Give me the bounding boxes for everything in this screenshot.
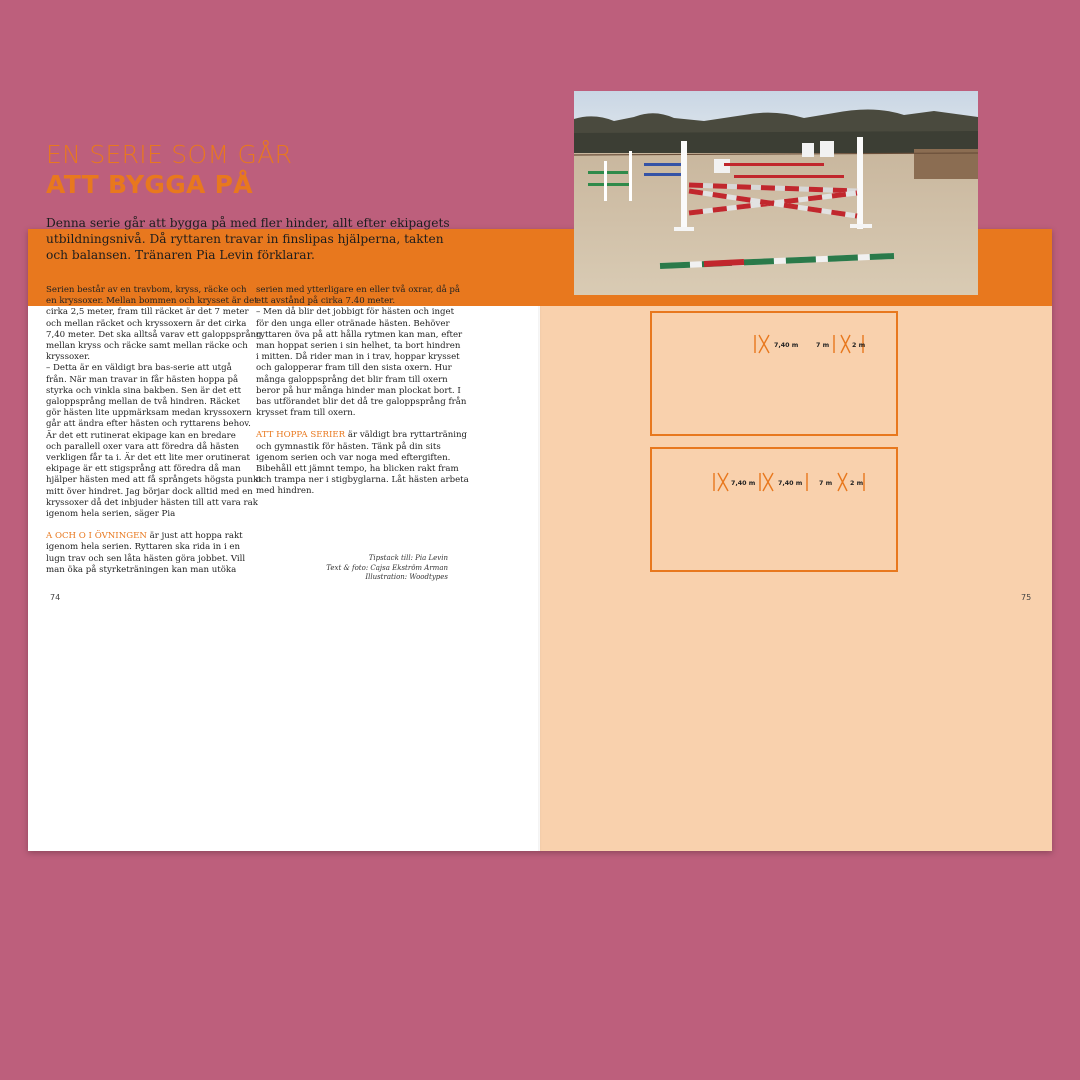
cross-oxer-icon	[838, 473, 847, 491]
text-run: är väldigt bra ryttarträning	[345, 430, 468, 441]
course-diagram-1-drawing	[652, 313, 896, 434]
cross-jump-icon	[763, 473, 773, 491]
text-line: i mitten. Då rider man in i trav, hoppar krysset	[256, 352, 460, 363]
text-line: igenom serien och var noga med eftergiften.	[256, 452, 451, 463]
text-line: igenom hela serien, säger Pia	[46, 509, 176, 520]
page-gutter	[538, 306, 542, 851]
lead-line: och balansen. Tränaren Pia Levin förklarar.	[46, 248, 315, 262]
lead-line: Denna serie går att bygga på med fler hinder, allt efter ekipagets	[46, 216, 450, 230]
run-in-heading: A OCH O I ÖVNINGEN	[46, 531, 147, 542]
text-line: ett avstånd på cirka 7.40 meter.	[256, 296, 396, 307]
distance-label: 2 m	[852, 342, 866, 349]
distance-label: 7 m	[816, 342, 830, 349]
cross-oxer-icon	[841, 335, 850, 353]
text-line: man öka på styrketräningen kan man utöka	[46, 564, 237, 575]
text-line: ryttaren öva på att hålla rytmen kan man, efter	[256, 329, 463, 340]
text-line	[46, 531, 246, 542]
lead-paragraph	[46, 215, 450, 263]
text-line: gör hästen lite uppmärksam medan kryssoxern	[46, 408, 252, 419]
article-credits	[300, 554, 448, 583]
distance-label: 7 m	[819, 480, 833, 487]
text-line: bas utförandet blir det då tre galoppsprång från	[256, 397, 467, 408]
text-line: – Detta är en väldigt bra bas-serie att utgå	[46, 363, 232, 374]
text-line: ekipage är ett stigsprång att föredra då man	[46, 464, 241, 475]
text-line: och galopperar fram till den sista oxern. Hur	[256, 363, 452, 374]
text-line: lugn trav och sen låta hästen göra jobbet. Vill	[46, 553, 246, 564]
text-line: galoppsprång mellan de två hindren. Räcket	[46, 397, 240, 408]
credit-line: Tipstack till: Pia Levin	[368, 554, 448, 562]
text-line	[256, 430, 468, 441]
distance-label: 2 m	[850, 480, 864, 487]
text-line: Är det ett rutinerat ekipage kan en bredare	[46, 430, 236, 441]
text-line: man hoppat serien i sin helhet, ta bort hindren	[256, 341, 461, 352]
text-line: en kryssoxer. Mellan bommen och krysset är det	[46, 296, 258, 307]
text-line: krysset fram till oxern.	[256, 408, 356, 419]
text-line: kryssoxer då det inbjuder hästen till att vara rak	[46, 497, 258, 508]
article-title-line2: ATT BYGGA PÅ	[46, 170, 253, 199]
run-in-heading: ATT HOPPA SERIER	[256, 430, 346, 441]
text-line: Bibehåll ett jämnt tempo, ha blicken rakt fram	[256, 464, 459, 475]
text-line: – Men då blir det jobbigt för hästen och inget	[256, 307, 455, 318]
course-diagram-2-drawing	[652, 449, 896, 570]
text-line: och mellan räcket och kryssoxern är det cirka	[46, 318, 247, 329]
cross-jump-icon	[759, 335, 769, 353]
text-line: styrka och vinkla sina bakben. Sen är det ett	[46, 385, 242, 396]
text-run: är just att hoppa rakt	[146, 531, 243, 542]
distance-label: 7,40 m	[774, 342, 799, 349]
page-number-right: 75	[1021, 593, 1032, 602]
text-line: Serien består av en travbom, kryss, räcke och	[46, 285, 247, 295]
text-line: mellan kryss och räcke samt mellan räcke och	[46, 341, 248, 352]
distance-label: 7,40 m	[778, 480, 803, 487]
text-line: kryssoxer.	[46, 352, 90, 363]
text-line: 7,40 meter. Det ska alltså varav ett galoppsprång	[46, 329, 262, 340]
body-column-1	[46, 285, 262, 576]
course-diagram-1	[650, 311, 898, 436]
course-diagram-2	[650, 447, 898, 572]
text-line: cirka 2,5 meter, fram till räcket är det 7 meter	[46, 307, 249, 318]
credit-line: Text & foto: Cajsa Ekström Arman	[326, 563, 448, 572]
text-line: igenom hela serien. Ryttaren ska rida in i en	[46, 542, 241, 553]
text-line: från. När man travar in får hästen hoppa på	[46, 374, 239, 385]
text-line: och parallell oxer vara att föredra då hästen	[46, 441, 240, 452]
text-line: med hindren.	[256, 486, 315, 497]
text-line: beror på hur många hinder man plockat bort. I	[256, 385, 461, 396]
body-column-2	[256, 285, 469, 498]
text-line: mitt över hindret. Jag börjar dock alltid med en	[46, 486, 253, 497]
text-line: verkligen får ta i. Är det ett lite mer orutinerat	[46, 453, 250, 464]
text-line: serien med ytterligare en eller två oxrar, då på	[256, 285, 461, 295]
text-line: många galoppsprång det blir fram till oxern	[256, 374, 448, 385]
text-line: och trampa ner i stigbyglarna. Låt hästen arbeta	[256, 475, 469, 486]
arena-photo	[574, 91, 978, 295]
cross-jump-icon	[718, 473, 728, 491]
text-line: hjälper hästen med att få språngets högsta punkt	[46, 475, 262, 486]
credit-line: Illustration: Woodtypes	[365, 573, 448, 581]
lead-line: utbildningsnivå. Då ryttaren travar in finslipas hjälperna, takten	[46, 232, 444, 246]
page-number-left: 74	[50, 593, 61, 602]
article-title-line1: EN SERIE SOM GÅR	[46, 140, 293, 169]
text-line: för den unga eller otränade hästen. Behöver	[256, 318, 450, 329]
text-line: och gymnastik för hästen. Tänk på din sits	[256, 441, 441, 452]
distance-label: 7,40 m	[731, 480, 756, 487]
text-line: går att ändra efter hästen och ryttarens behov.	[46, 419, 251, 430]
